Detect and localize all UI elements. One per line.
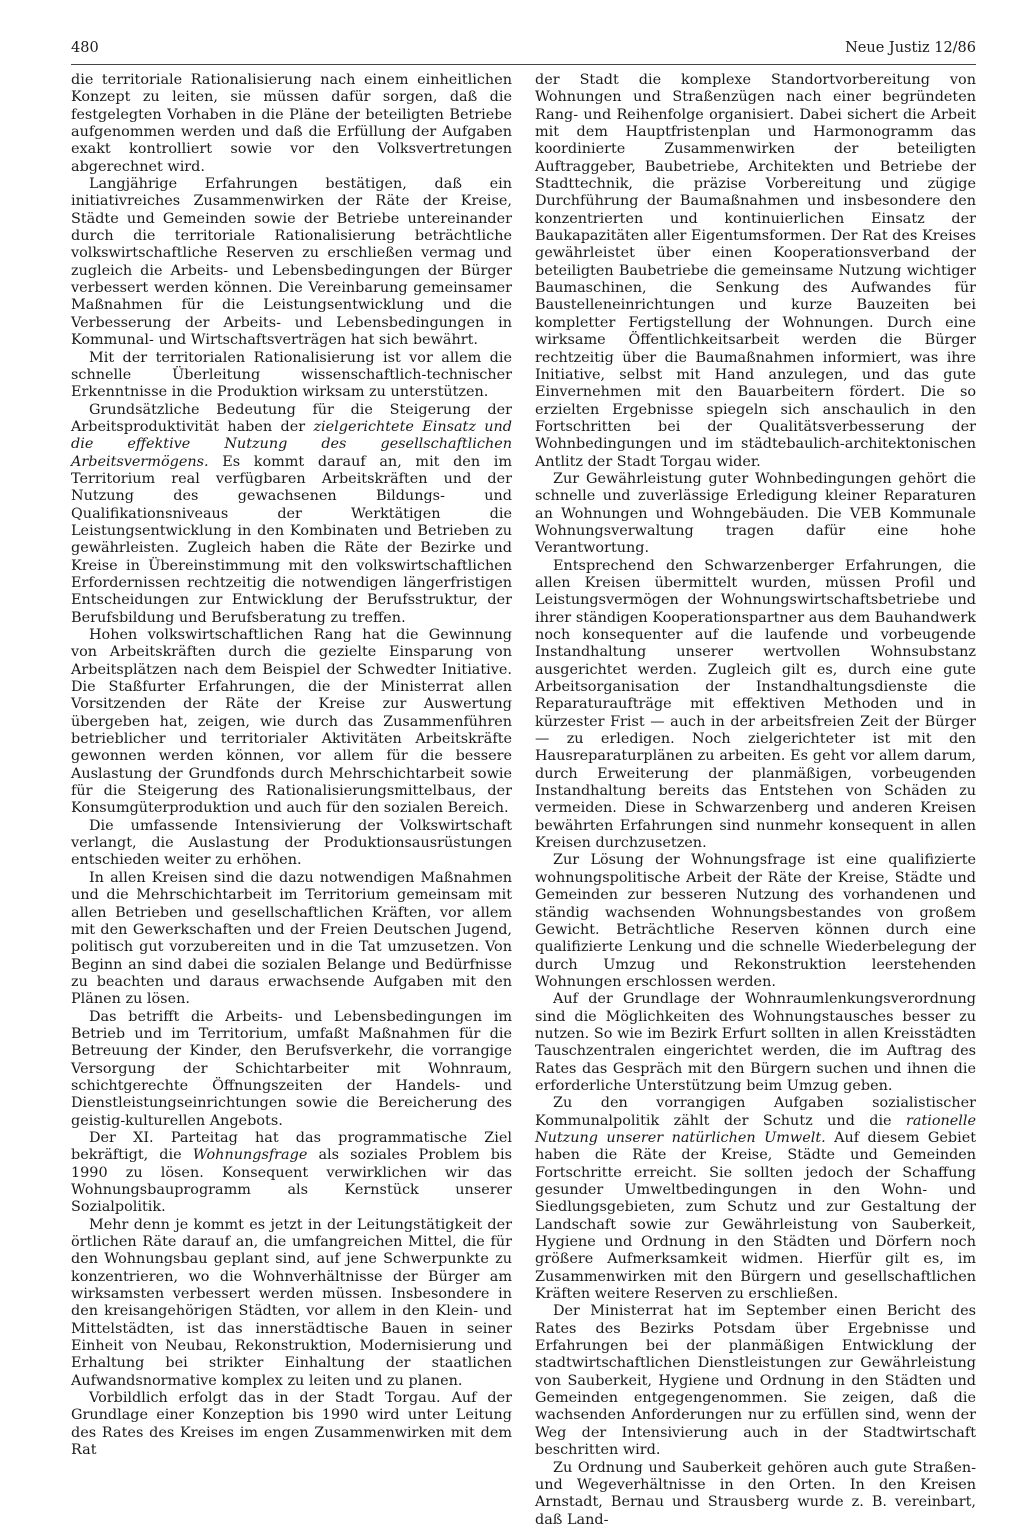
paragraph: Mit der territorialen Rationalisierung ist vor allem die schnelle Überleitung wissenschaftlich-technischer Erkenntnisse in die Produktion wirksam zu unterstützen. [71, 349, 512, 401]
text-run: Zu den vorrangigen Aufgaben sozialistischer Kommunalpolitik zählt der Schutz und die [535, 1095, 976, 1129]
paragraph: Zur Lösung der Wohnungsfrage ist eine qualifizierte wohnungspolitische Arbeit der Räte der Kreise, Städte und Gemeinden zur besseren Nutzung des vorhandenen und ständig wachsenden Wohnungsbestandes von großem Gewicht. Beträchtliche Reserven können durch eine qualifizierte Lenkung und die schnelle Wiederbelegung der durch Umzug und Rekonstruktion leerstehenden Wohnungen erschlossen werden. [535, 852, 976, 990]
paragraph: Die umfassende Intensivierung der Volkswirtschaft verlangt, die Auslastung der Produktionsausrüstungen entschieden weiter zu erhöhen. [71, 817, 512, 869]
emphasis-text: Wohnungsfrage [192, 1147, 308, 1164]
text-run: Es kommt darauf an, mit den im Territorium real verfügbaren Arbeitskräften und der Nutzung des gewachsenen Bildungs- und Qualifikationsniveaus der Werktätigen die Leistungsentwicklung in den Kombinaten und Betrieben zu gewährleisten. Zugleich haben die Räte der Bezirke und Kreise in Übereinstimmung mit den volkswirtschaftlichen Erfordernissen rechtzeitig die notwendigen längerfristigen Entscheidungen zur Entwicklung der Berufsstruktur, der Berufsbildung und Berufsberatung zu treffen. [71, 453, 512, 626]
paragraph: Langjährige Erfahrungen bestätigen, daß ein initiativreiches Zusammenwirken der Räte der Kreise, Städte und Gemeinden sowie der Betriebe untereinander durch die territoriale Rationalisierung beträchtliche volkswirtschaftliche Reserven zu erschließen vermag und zugleich die Arbeits- und Lebensbedingungen der Bürger verbessert werden können. Die Vereinbarung gemeinsamer Maßnahmen für die Leistungsentwicklung und die Verbesserung der Arbeits- und Lebensbedingungen in Kommunal- und Wirtschaftsverträgen hat sich bewährt. [71, 176, 512, 349]
paragraph: Das betrifft die Arbeits- und Lebensbedingungen im Betrieb und im Territorium, umfaßt Maßnahmen für die Betreuung der Kinder, den Berufsverkehr, die vorrangige Versorgung der Schichtarbeiter mit Wohnraum, schichtgerechte Öffnungszeiten der Handels- und Dienstleistungseinrichtungen sowie die Bereicherung des geistig-kulturellen Angebots. [71, 1008, 512, 1129]
text-run: als soziales Problem bis 1990 zu lösen. Konsequent verwirklichen wir das Wohnungsbauprogramm als Kernstück unserer Sozialpolitik. [71, 1147, 512, 1216]
emphasis-text: zielgerichtete Einsatz und die effektive Nutzung des gesellschaftlichen Arbeitsvermögens. [71, 418, 512, 470]
paragraph: Zu Ordnung und Sauberkeit gehören auch gute Straßen- und Wegeverhältnisse in den Orten. In den Kreisen Arnstadt, Bernau und Strausberg wurde z. B. vereinbart, daß Land- [535, 1459, 976, 1528]
journal-issue: Neue Justiz 12/86 [845, 40, 976, 56]
paragraph: Mehr denn je kommt es jetzt in der Leitungstätigkeit der örtlichen Räte darauf an, die umfangreichen Mittel, die für den Wohnungsbau geplant sind, auf jene Schwerpunkte zu konzentrieren, wo die Wohnverhältnisse der Bürger am wirksamsten verbessert werden müssen. Insbesondere in den kreisangehörigen Städten, vor allem in den Klein- und Mittelstädten, ist das innerstädtische Bauen in seiner Einheit von Neubau, Rekonstruktion, Modernisierung und Erhaltung bei strikter Einhaltung der staatlichen Aufwandsnormative komplex zu leiten und zu planen. [71, 1216, 512, 1389]
paragraph: die territoriale Rationalisierung nach einem einheitlichen Konzept zu leiten, sie müssen dafür sorgen, daß die festgelegten Vorhaben in die Pläne der beteiligten Betriebe aufgenommen werden und daß die Erfüllung der Aufgaben exakt kontrolliert sowie vor den Volksvertretungen abgerechnet wird. [71, 72, 512, 175]
paragraph [71, 402, 512, 627]
paragraph: Entsprechend den Schwarzenberger Erfahrungen, die allen Kreisen übermittelt wurden, müssen Profil und Leistungsvermögen der Wohnungswirtschaftsbetriebe und ihrer ständigen Kooperationspartner aus dem Bauhandwerk noch konsequenter auf die laufende und vorbeugende Instandhaltung unserer wertvollen Wohnsubstanz ausgerichtet werden. Zugleich gilt es, durch eine gute Arbeitsorganisation der Instandhaltungsdienste die Reparaturaufträge mit effektiven Methoden und in kürzester Frist — auch in der arbeitsfreien Zeit der Bürger — zu erledigen. Noch zielgerichteter ist mit den Hausreparaturplänen zu arbeiten. Es geht vor allem darum, durch Erweiterung der planmäßigen, vorbeugenden Instandhaltung bereits das Entstehen von Schäden zu vermeiden. Diese in Schwarzenberg und anderen Kreisen bewährten Erfahrungen sind nunmehr konsequent in allen Kreisen durchzusetzen. [535, 557, 976, 852]
text-run: Auf diesem Gebiet haben die Räte der Kreise, Städte und Gemeinden Fortschritte erreicht. Sie sollten jedoch der Schaffung gesunder Umweltbedingungen in den Wohn- und Siedlungsgebieten, zum Schutz und zur Gestaltung der Landschaft sowie zur Gewährleistung von Sauberkeit, Hygiene und Ordnung in den Städten und Dörfern noch größere Aufmerksamkeit widmen. Hierfür gilt es, im Zusammenwirken mit den Bürgern und gesellschaftlichen Kräften weitere Reserven zu erschließen. [535, 1129, 977, 1303]
paragraph: Zur Gewährleistung guter Wohnbedingungen gehört die schnelle und zuverlässige Erledigung kleiner Reparaturen an Wohnungen und Wohngebäuden. Die VEB Kommunale Wohnungsverwaltung tragen dafür eine hohe Verantwortung. [535, 470, 976, 557]
page-number: 480 [71, 40, 99, 56]
left-column [71, 72, 512, 1460]
text-run: Grundsätzliche Bedeutung für die Steigerung der Arbeitsproduktivität haben der [71, 401, 512, 435]
paragraph: Vorbildlich erfolgt das in der Stadt Torgau. Auf der Grundlage einer Konzeption bis 1990 wird unter Leitung des Rates des Kreises im engen Zusammenwirken mit dem Rat [71, 1390, 512, 1459]
text-run: Der XI. Parteitag hat das programmatische Ziel bekräftigt, die [71, 1129, 512, 1164]
paragraph [535, 1095, 976, 1303]
paragraph: Auf der Grundlage der Wohnraumlenkungsverordnung sind die Möglichkeiten des Wohnungstausches besser zu nutzen. So wie im Bezirk Erfurt sollten in allen Kreisstädten Tauschzentralen eingerichtet werden, die im Auftrag des Rates das Gespräch mit den Bürgern suchen und ihnen die erforderliche Unterstützung beim Umzug geben. [535, 991, 976, 1094]
emphasis-text: rationelle Nutzung unserer natürlichen Umwelt. [535, 1112, 976, 1146]
right-column [535, 72, 976, 1529]
paragraph [71, 1130, 512, 1217]
paragraph: In allen Kreisen sind die dazu notwendigen Maßnahmen und die Mehrschichtarbeit im Territorium gemeinsam mit allen Betrieben und gesellschaftlichen Kräften, vor allem mit den Gewerkschaften und der Freien Deutschen Jugend, politisch gut vorzubereiten und in die Tat umzusetzen. Von Beginn an sind dabei die sozialen Belange und Bedürfnisse zu beachten und daraus erwachsende Aufgaben mit den Plänen zu lösen. [71, 869, 512, 1008]
paragraph: der Stadt die komplexe Standortvorbereitung von Wohnungen und Straßenzügen nach einer begründeten Rang- und Reihenfolge organisiert. Dabei sichert die Arbeit mit dem Hauptfristenplan und Harmonogramm das koordinierte Zusammenwirken der beteiligten Auftraggeber, Baubetriebe, Architekten und Betriebe der Stadttechnik, die präzise Vorbereitung und zügige Durchführung der Baumaßnahmen und insbesondere den konzentrierten und kontinuierlichen Einsatz der Baukapazitäten aller Eigentumsformen. Der Rat des Kreises gewährleistet über einen Kooperationsverband der beteiligten Baubetriebe die gemeinsame Nutzung wichtiger Baumaschinen, die Senkung des Aufwandes für Baustelleneinrichtungen und kurze Bauzeiten bei kompletter Fertigstellung der Wohnungen. Durch eine wirksame Öffentlichkeitsarbeit werden die Bürger rechtzeitig über die Baumaßnahmen informiert, was ihre Initiative, selbst mit Hand anzulegen, und das gute Einvernehmen mit den Bauarbeitern fördert. Die so erzielten Ergebnisse spiegeln sich anschaulich in den Fortschritten bei der Qualitätsverbesserung der Wohnbedingungen und im städtebaulich-architektonischen Antlitz der Stadt Torgau wider. [535, 72, 976, 470]
paragraph: Hohen volkswirtschaftlichen Rang hat die Gewinnung von Arbeitskräften durch die gezielte Einsparung von Arbeitsplätzen nach dem Beispiel der Schwedter Initiative. Die Staßfurter Erfahrungen, die der Ministerrat allen Vorsitzenden der Räte der Kreise zur Auswertung übergeben hat, zeigen, wie durch das Zusammenführen betrieblicher und territorialer Aktivitäten Arbeitskräfte gewonnen werden können, vor allem für die bessere Auslastung der Grundfonds durch Mehrschichtarbeit sowie für die Steigerung des Rationalisierungsmittelbaus, der Konsumgüterproduktion und auch für den sozialen Bereich. [71, 627, 512, 817]
paragraph: Der Ministerrat hat im September einen Bericht des Rates des Bezirks Potsdam über Ergebnisse und Erfahrungen bei der planmäßigen Entwicklung der stadtwirtschaftlichen Dienstleistungen zur Gewährleistung von Sauberkeit, Hygiene und Ordnung in den Städten und Gemeinden entgegengenommen. Sie zeigen, daß die wachsenden Anforderungen nur zu erfüllen sind, wenn der Weg der Intensivierung auch in der Stadtwirtschaft beschritten wird. [535, 1303, 976, 1459]
page-header [71, 36, 976, 65]
